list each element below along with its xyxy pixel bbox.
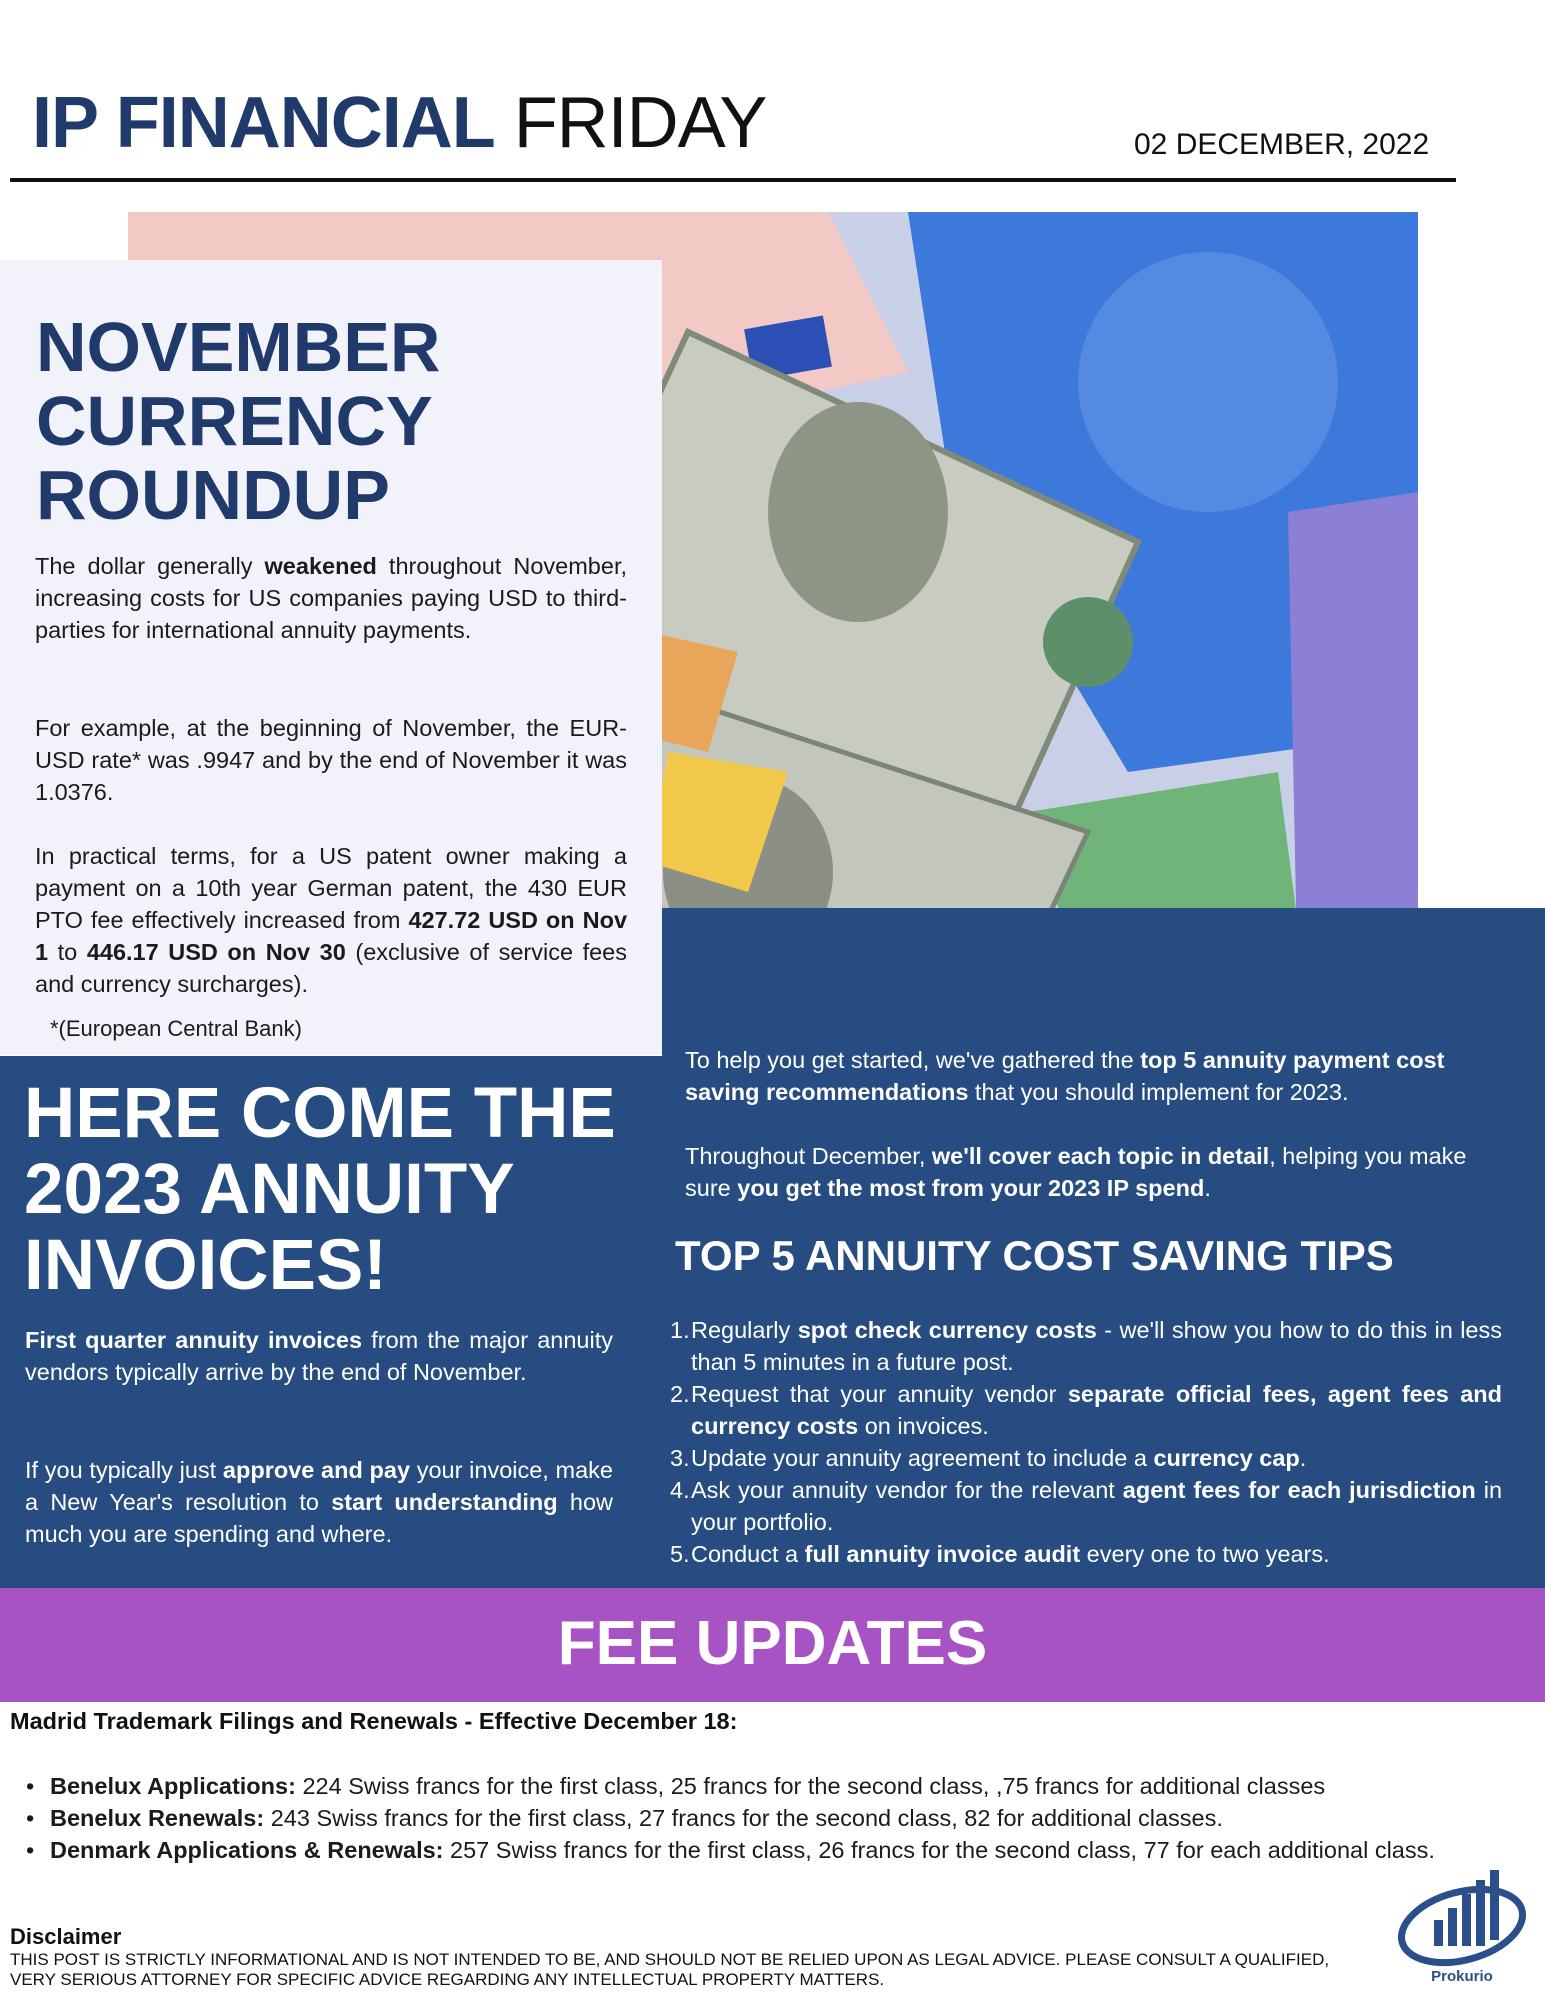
tip-item: [672, 1442, 1502, 1474]
annuity-paragraph-2: [25, 1454, 613, 1550]
fee-text: 243 Swiss francs for the first class, 27 francs for the second class, 82 for additional classes.: [264, 1805, 1223, 1831]
tip-item: [672, 1378, 1502, 1442]
tip-item: [672, 1538, 1502, 1570]
text-run-bold: top 5 annuity payment cost saving recommendations: [685, 1047, 1445, 1105]
tips-list: [672, 1314, 1502, 1570]
fee-label: Denmark Applications & Renewals:: [50, 1837, 444, 1863]
text-run: every one to two years.: [1080, 1541, 1330, 1567]
text-run-bold: you get the most from your 2023 IP spend: [737, 1175, 1205, 1201]
text-run-bold: separate official fees, agent fees and currency costs: [691, 1381, 1503, 1439]
intro-paragraph-1: [685, 1044, 1493, 1108]
text-run: Request that your annuity vendor: [691, 1381, 1068, 1407]
text-run: your invoice, make a New Year's resolution to: [25, 1457, 614, 1515]
fee-item: [24, 1802, 1524, 1834]
disclaimer-text: THIS POST IS STRICTLY INFORMATIONAL AND IS NOT INTENDED TO BE, AND SHOULD NOT BE RELIED UPON AS LEGAL ADVICE. PLEASE CONSULT A QUALIFIED, VERY SERIOUS ATTORNEY FOR SPECIFIC ADVICE REGARDING ANY INTELLECTUAL PROPERTY MATTERS.: [10, 1950, 1330, 1989]
tip-item: [672, 1314, 1502, 1378]
madrid-subheading: Madrid Trademark Filings and Renewals - Effective December 18:: [10, 1708, 738, 1734]
text-run-bold: approve and pay: [222, 1457, 411, 1483]
header-divider: [10, 178, 1456, 182]
november-paragraph-2: For example, at the beginning of November, the EUR-USD rate* was .9947 and by the end of November it was 1.0376.: [35, 715, 627, 805]
text-run-bold: weakened: [264, 553, 377, 579]
tip-number: 2.: [670, 1381, 690, 1407]
annuity-invoices-heading: HERE COME THE 2023 ANNUITY INVOICES!: [24, 1074, 616, 1305]
fee-text: 224 Swiss francs for the first class, 25 francs for the second class, ,75 francs for additional classes: [295, 1773, 1326, 1799]
text-run: Regularly: [691, 1317, 798, 1343]
text-run: The dollar generally: [35, 553, 265, 579]
fee-item: [24, 1770, 1524, 1802]
disclaimer-title: Disclaimer: [10, 1924, 122, 1949]
text-run-bold: 446.17 USD on Nov 30: [86, 939, 346, 965]
text-run-bold: spot check currency costs: [797, 1317, 1097, 1343]
text-run: If you typically just: [25, 1457, 223, 1483]
source-note: *(European Central Bank): [50, 1016, 302, 1041]
text-run: in your portfolio.: [691, 1477, 1503, 1535]
text-run: (exclusive of service fees and currency surcharges).: [35, 939, 627, 997]
november-paragraph-1: [35, 550, 627, 646]
title-strong: IP FINANCIAL: [32, 83, 495, 163]
text-run: from the major annuity vendors typically arrive by the end of November.: [25, 1327, 613, 1385]
text-run-bold: full annuity invoice audit: [804, 1541, 1081, 1567]
text-run: .: [1299, 1445, 1307, 1471]
text-run-bold: First quarter annuity invoices: [25, 1327, 363, 1353]
fee-label: Benelux Applications:: [50, 1773, 296, 1799]
tip-number: 5.: [670, 1541, 690, 1567]
title-light: FRIDAY: [513, 83, 767, 163]
november-paragraph-3: [35, 840, 627, 1000]
text-run: Conduct a: [691, 1541, 805, 1567]
text-run: .: [1204, 1175, 1211, 1201]
logo-graphic: [1394, 1868, 1530, 1968]
fee-list: [24, 1770, 1524, 1866]
text-run: Ask your annuity vendor for the relevant: [691, 1477, 1123, 1503]
november-roundup-heading: NOVEMBER CURRENCY ROUNDUP: [36, 308, 441, 534]
text-run: Throughout December,: [685, 1143, 932, 1169]
text-run: throughout November, increasing costs for US companies paying USD to third-parties for international annuity payments.: [35, 553, 627, 643]
text-run-bold: we'll cover each topic in detail: [931, 1143, 1270, 1169]
tip-number: 3.: [670, 1445, 690, 1471]
tip-item: [672, 1474, 1502, 1538]
fee-label: Benelux Renewals:: [50, 1805, 265, 1831]
text-run-bold: 427.72 USD on Nov 1: [35, 907, 628, 965]
fee-item: [24, 1834, 1524, 1866]
text-run: - we'll show you how to do this in less than 5 minutes in a future post.: [691, 1317, 1503, 1375]
text-run-bold: currency cap: [1153, 1445, 1300, 1471]
text-run: In practical terms, for a US patent owner making a payment on a 10th year German patent, the 430 EUR PTO fee effectively increased from: [35, 843, 627, 933]
logo-wordmark: Prokurio: [1431, 1968, 1493, 1985]
tip-number: 4.: [670, 1477, 690, 1503]
issue-date: 02 DECEMBER, 2022: [1134, 128, 1430, 161]
text-run: To help you get started, we've gathered the: [685, 1047, 1141, 1073]
text-run: on invoices.: [858, 1413, 989, 1439]
newsletter-title: [32, 82, 766, 164]
annuity-paragraph-1: [25, 1324, 613, 1388]
text-run: that you should implement for 2023.: [968, 1079, 1349, 1105]
text-run-bold: start understanding: [331, 1489, 558, 1515]
tip-number: 1.: [670, 1317, 690, 1343]
fee-text: 257 Swiss francs for the first class, 26 francs for the second class, 77 for each additional class.: [443, 1837, 1435, 1863]
text-run: how much you are spending and where.: [25, 1489, 614, 1547]
tips-heading: TOP 5 ANNUITY COST SAVING TIPS: [675, 1232, 1394, 1279]
text-run: , helping you make sure: [685, 1143, 1467, 1201]
intro-paragraph-2: [685, 1140, 1493, 1204]
text-run: Update your annuity agreement to include a: [691, 1445, 1154, 1471]
text-run-bold: agent fees for each jurisdiction: [1122, 1477, 1476, 1503]
fee-updates-heading: FEE UPDATES: [557, 1609, 988, 1678]
text-run: to: [48, 939, 87, 965]
